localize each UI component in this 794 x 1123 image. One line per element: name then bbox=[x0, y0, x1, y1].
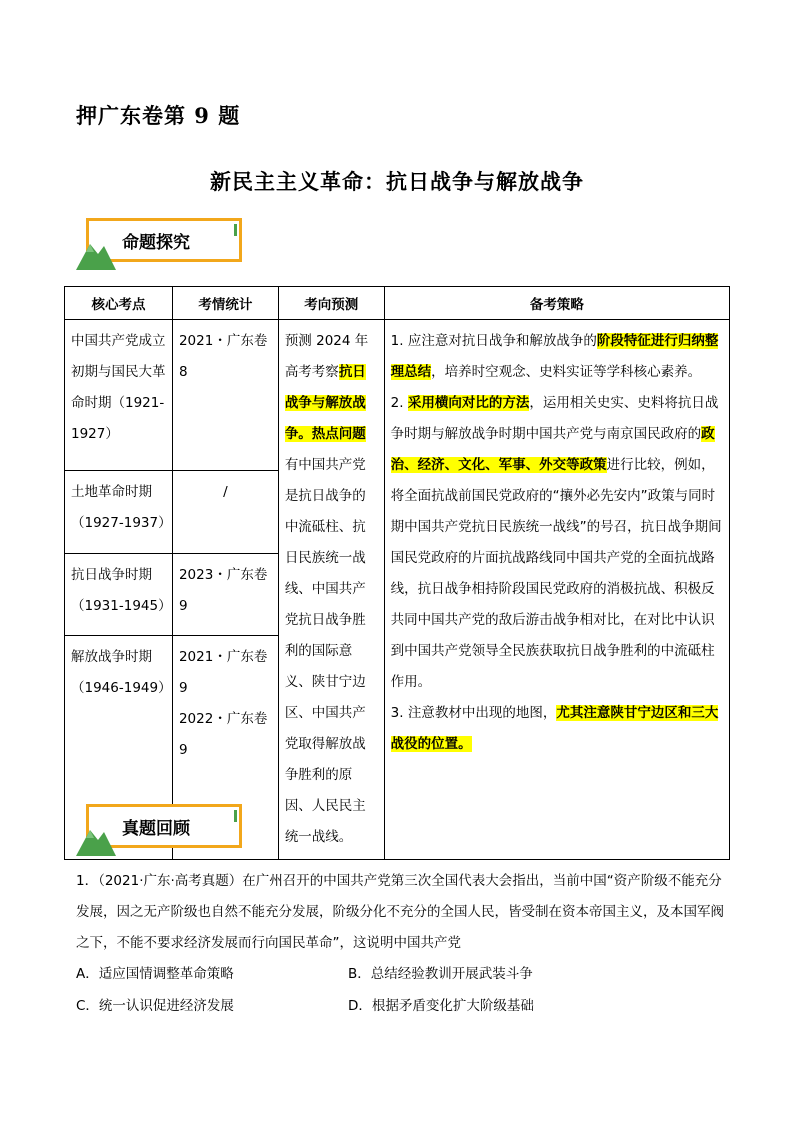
stats-line: 2021・广东卷 9 bbox=[178, 649, 268, 697]
column-header: 考向预测 bbox=[278, 287, 384, 320]
strategy-text: 1. 应注意对抗日战争和解放战争的 bbox=[390, 333, 597, 349]
column-header: 考情统计 bbox=[172, 287, 278, 320]
strategy-highlight: 尤其注意陕甘宁边区和三大战役的位置。 bbox=[390, 705, 719, 752]
page-title: 押广东卷第 9 题 bbox=[76, 103, 241, 128]
page-subtitle: 新民主主义革命：抗日战争与解放战争 bbox=[210, 169, 584, 194]
column-header: 核心考点 bbox=[65, 287, 173, 320]
mountain-icon bbox=[76, 234, 116, 270]
mountain-icon bbox=[76, 820, 116, 856]
prediction-highlight: 抗日战争与解放战争。热点问题 bbox=[284, 364, 366, 442]
prediction-text: 预测 2024 年高考考察 bbox=[284, 333, 369, 380]
table-header-row bbox=[65, 287, 730, 320]
stats-cell: 2023・广东卷 9 bbox=[172, 553, 278, 636]
stats-line: 2022・广东卷 9 bbox=[178, 711, 268, 759]
banner-tick-icon bbox=[234, 810, 237, 822]
strategy-text: 进行比较，例如，将全面抗战前国民党政府的“攘外必先安内”政策与同时期中国共产党抗日民族统一战线”的号召，抗日战争期间国民党政府的片面抗战路线同中国共产党的全面抗战路线，抗日战争相持阶段国民党政府的消极抗战、积极反共同中国共产党的敌后游击战争相对比，在对比中认识到中国共产党领导全民族获取抗日战争胜利的中流砥柱作用。 bbox=[390, 457, 722, 690]
topic-cell: 中国共产党成立初期与国民大革命时期（1921-1927） bbox=[65, 320, 173, 471]
banner-tick-icon bbox=[234, 224, 237, 236]
strategy-cell bbox=[384, 320, 729, 860]
prediction-cell bbox=[278, 320, 384, 860]
strategy-text: ，运用相关史实、史料将抗日战争时期与解放战争时期中国共产党与南京国民政府的 bbox=[390, 395, 719, 442]
option-a[interactable]: A．适应国情调整革命策略 bbox=[76, 966, 234, 982]
topic-cell: 土地革命时期（1927-1937） bbox=[65, 470, 173, 553]
topic-cell: 解放战争时期（1946-1949） bbox=[65, 636, 173, 860]
table-row bbox=[65, 320, 730, 471]
stats-cell: / bbox=[172, 470, 278, 553]
topic-cell: 抗日战争时期（1931-1945） bbox=[65, 553, 173, 636]
strategy-highlight: 政治、经济、文化、军事、外交等政策 bbox=[390, 426, 715, 473]
strategy-text: ，培养时空观念、史料实证等学科核心素养。 bbox=[431, 364, 702, 380]
option-d[interactable]: D．根据矛盾变化扩大阶级基础 bbox=[348, 998, 534, 1014]
section-banner-review bbox=[76, 802, 246, 860]
banner-label: 命题探究 bbox=[122, 233, 190, 253]
question-stem: 1．（2021·广东·高考真题）在广州召开的中国共产党第三次全国代表大会指出，当前中国“资产阶级不能充分发展，因之无产阶级也自然不能充分发展，阶级分化不充分的全国人民，皆受制在资本帝国主义，及本国军阀之下，不能不要求经济发展而行向国民革命”，这说明中国共产党 bbox=[76, 873, 724, 951]
prediction-text: 有中国共产党是抗日战争的中流砥柱、抗日民族统一战线、中国共产党抗日战争胜利的国际意义、陕甘宁边区、中国共产党取得解放战争胜利的原因、人民民主统一战线。 bbox=[284, 457, 366, 845]
banner-label: 真题回顾 bbox=[122, 819, 190, 839]
strategy-text: 2. bbox=[390, 395, 408, 411]
strategy-highlight: 阶段特征进行归纳整理总结 bbox=[390, 333, 719, 380]
option-c[interactable]: C．统一认识促进经济发展 bbox=[76, 998, 234, 1014]
column-header: 备考策略 bbox=[384, 287, 729, 320]
strategy-text: 3. 注意教材中出现的地图， bbox=[390, 705, 557, 721]
section-banner-exploration bbox=[76, 216, 246, 274]
exam-analysis-table bbox=[64, 286, 730, 860]
option-b[interactable]: B．总结经验教训开展武装斗争 bbox=[348, 966, 533, 982]
strategy-highlight: 采用横向对比的方法 bbox=[407, 395, 530, 411]
stats-cell: 2021・广东卷 8 bbox=[172, 320, 278, 471]
